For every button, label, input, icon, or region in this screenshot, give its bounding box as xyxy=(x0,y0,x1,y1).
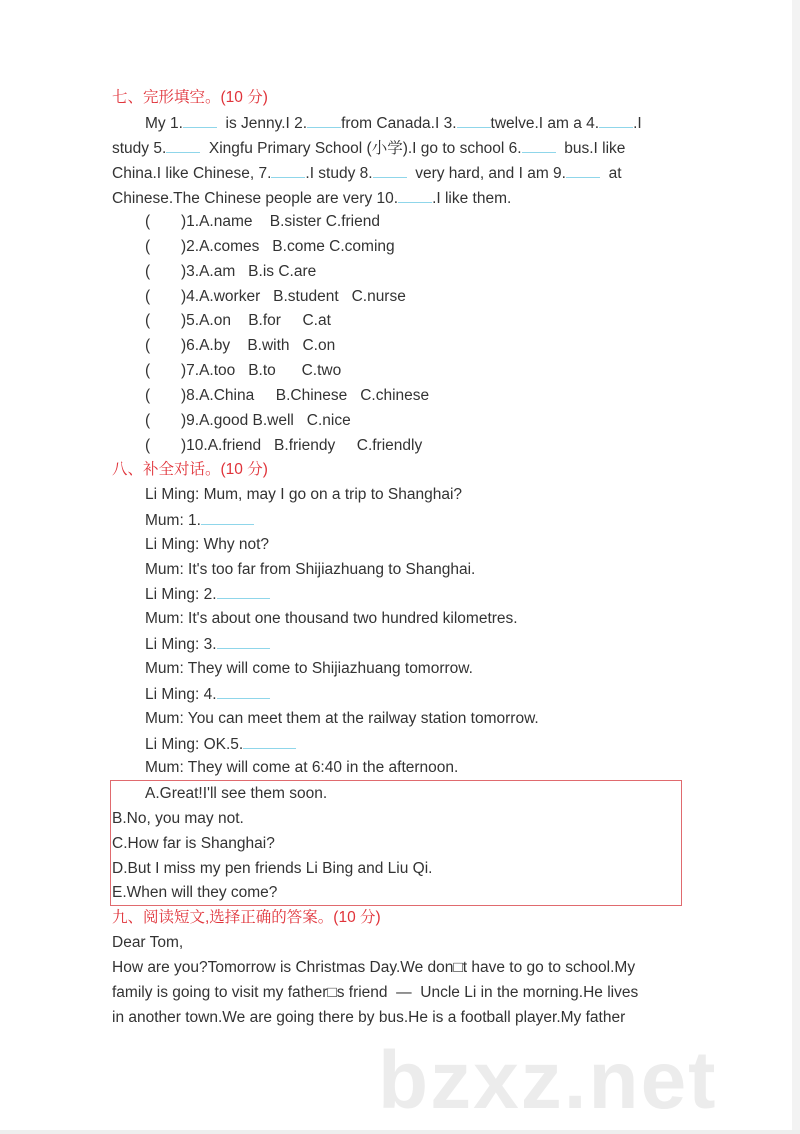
question-option-row xyxy=(145,237,395,257)
reading-line: in another town.We are going there by bus.He is a football player.My father xyxy=(112,1008,626,1026)
dialog-line xyxy=(145,758,458,778)
dialog-text: Mum: 1. xyxy=(145,511,201,529)
answer-blank[interactable] xyxy=(307,113,341,128)
question-options: )2.A.comes B.come C.coming xyxy=(181,237,395,255)
watermark: bzxz.net xyxy=(378,1035,718,1126)
dialog-line xyxy=(145,560,475,580)
section-9-title: 九、阅读短文,选择正确的答案。(10 分) xyxy=(112,909,381,926)
answer-paren[interactable]: ( xyxy=(145,312,151,330)
reading-line: family is going to visit my father□s friend — Uncle Li in the morning.He lives xyxy=(112,983,639,1001)
section-7-title: 七、完形填空。(10 分) xyxy=(112,89,268,106)
dialog-text: Li Ming: Why not? xyxy=(145,535,270,553)
dialog-text: Li Ming: 2. xyxy=(145,586,217,604)
answer-blank[interactable] xyxy=(243,734,296,749)
answer-choice: C.How far is Shanghai? xyxy=(112,834,275,852)
question-options: )9.A.good B.well C.nice xyxy=(181,411,351,429)
dialog-line xyxy=(145,535,269,555)
question-option-row xyxy=(145,361,341,381)
passage-line xyxy=(145,113,642,134)
dialog-line xyxy=(145,634,270,655)
dialog-line xyxy=(145,684,270,705)
answer-paren[interactable]: ( xyxy=(145,262,151,280)
answer-choice: A.Great!I'll see them soon. xyxy=(145,785,328,802)
answer-paren[interactable]: ( xyxy=(145,436,151,454)
answer-blank[interactable] xyxy=(217,584,270,599)
dialog-line xyxy=(145,609,518,629)
question-options: )10.A.friend B.friendy C.friendly xyxy=(181,436,423,454)
passage-line xyxy=(112,138,625,159)
question-option-row xyxy=(145,262,316,282)
page-edge xyxy=(792,0,800,1134)
answer-blank[interactable] xyxy=(522,138,556,153)
answer-paren[interactable]: ( xyxy=(145,213,151,230)
passage-text: .I study 8. xyxy=(305,164,373,182)
dialog-line xyxy=(145,510,254,531)
passage-text: .I xyxy=(633,115,642,132)
passage-text: Xingfu Primary School (小学).I go to school 6. xyxy=(200,139,522,157)
answer-blank[interactable] xyxy=(217,684,270,699)
dialog-text: Li Ming: 3. xyxy=(145,636,217,654)
answer-paren[interactable]: ( xyxy=(145,386,151,404)
answer-paren[interactable]: ( xyxy=(145,287,151,305)
question-options: )4.A.worker B.student C.nurse xyxy=(181,287,406,305)
dialog-line xyxy=(145,659,473,679)
answer-paren[interactable]: ( xyxy=(145,337,151,355)
passage-text: is Jenny.I 2. xyxy=(216,115,308,132)
reading-line: Dear Tom, xyxy=(112,934,184,951)
answer-blank[interactable] xyxy=(373,163,407,178)
dialog-text: Mum: It's about one thousand two hundred kilometres. xyxy=(145,610,518,628)
answer-choice: B.No, you may not. xyxy=(112,809,244,827)
question-option-row xyxy=(145,212,380,232)
question-options: )8.A.China B.Chinese C.chinese xyxy=(181,386,430,404)
answer-blank[interactable] xyxy=(457,113,491,128)
dialog-line xyxy=(145,709,539,729)
dialog-text: Mum: They will come at 6:40 in the afternoon. xyxy=(145,759,459,777)
question-option-row xyxy=(145,336,335,356)
dialog-line xyxy=(145,485,462,505)
question-option-row xyxy=(145,411,351,431)
dialog-line xyxy=(145,584,270,605)
dialog-text: Mum: You can meet them at the railway station tomorrow. xyxy=(145,709,539,727)
question-option-row xyxy=(145,386,429,406)
dialog-text: Mum: It's too far from Shijiazhuang to Shanghai. xyxy=(145,560,476,578)
dialog-text: Li Ming: 4. xyxy=(145,685,217,703)
question-options: )7.A.too B.to C.two xyxy=(181,362,342,380)
passage-text: study 5. xyxy=(112,139,167,157)
answer-blank[interactable] xyxy=(166,138,200,153)
question-options: )1.A.name B.sister C.friend xyxy=(181,213,380,230)
passage-text: bus.I like xyxy=(555,139,626,157)
dialog-line xyxy=(145,734,296,755)
question-option-row xyxy=(145,311,331,331)
answer-blank[interactable] xyxy=(271,163,305,178)
passage-text: twelve.I am a 4. xyxy=(490,115,600,132)
answer-blank[interactable] xyxy=(217,634,270,649)
answer-blank[interactable] xyxy=(599,113,633,128)
question-option-row xyxy=(145,436,422,456)
dialog-text: Mum: They will come to Shijiazhuang tomorrow. xyxy=(145,659,473,677)
page-bottom-edge xyxy=(0,1130,800,1134)
question-options: )3.A.am B.is C.are xyxy=(181,262,317,280)
answer-choice: D.But I miss my pen friends Li Bing and Liu Qi. xyxy=(112,859,433,877)
answer-paren[interactable]: ( xyxy=(145,362,151,380)
answer-blank[interactable] xyxy=(566,163,600,178)
dialog-text: Li Ming: OK.5. xyxy=(145,735,244,753)
passage-text: very hard, and I am 9. xyxy=(406,164,566,182)
passage-text: at xyxy=(599,164,622,182)
reading-line: How are you?Tomorrow is Christmas Day.We don□t have to go to school.My xyxy=(112,958,636,976)
answer-blank[interactable] xyxy=(201,510,254,525)
answer-paren[interactable]: ( xyxy=(145,237,151,255)
passage-text: My 1. xyxy=(145,115,183,132)
question-option-row xyxy=(145,287,406,307)
passage-line xyxy=(112,163,622,184)
question-options: )5.A.on B.for C.at xyxy=(181,312,331,330)
dialog-text: Li Ming: Mum, may I go on a trip to Shanghai? xyxy=(145,486,463,503)
passage-text: Chinese.The Chinese people are very 10. xyxy=(112,189,399,207)
passage-line xyxy=(112,188,511,209)
question-options: )6.A.by B.with C.on xyxy=(181,337,336,355)
answer-blank[interactable] xyxy=(398,188,432,203)
answer-paren[interactable]: ( xyxy=(145,411,151,429)
passage-text: from Canada.I 3. xyxy=(341,115,457,132)
section-8-title: 八、补全对话。(10 分) xyxy=(112,461,268,478)
answer-blank[interactable] xyxy=(183,113,217,128)
answer-choice: E.When will they come? xyxy=(112,884,278,902)
passage-text: China.I like Chinese, 7. xyxy=(112,164,272,182)
passage-text: .I like them. xyxy=(432,189,512,207)
